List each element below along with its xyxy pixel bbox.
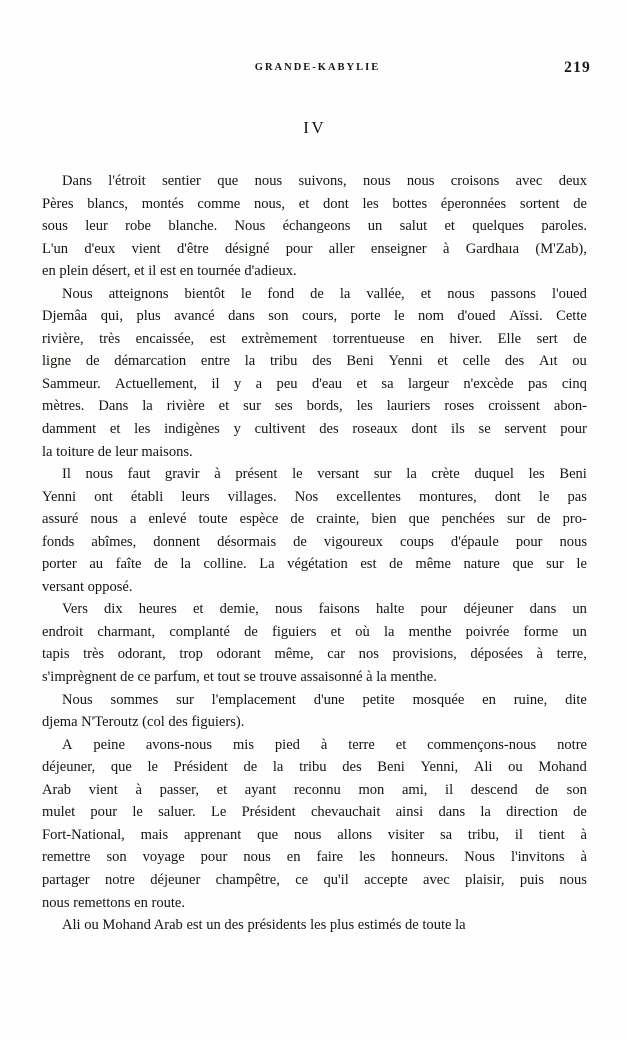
- text-line: Nous atteignons bientôt le fond de la vallée, et nous passons l'oued: [62, 285, 587, 302]
- text-line: rivière, très encaissée, est extrèmement torrentueuse en hiver. Elle sert de: [42, 330, 587, 347]
- text-line: L'un d'eux vient d'être désigné pour aller enseigner à Gardhaıa (M'Zab),: [42, 240, 587, 257]
- page-number: 219: [564, 59, 591, 76]
- text-line: assuré nous a enlevé toute espèce de crainte, bien que penchées sur de pro-: [42, 511, 587, 528]
- text-line: mulet pour le saluer. Le Président chevauchait ainsi dans la direction de: [42, 804, 587, 821]
- text-line: partager notre déjeuner champêtre, ce qu'il accepte avec plaisir, puis nous: [42, 871, 587, 888]
- text-line: Dans l'étroit sentier que nous suivons, nous nous croisons avec deux: [62, 173, 587, 189]
- running-head: [42, 59, 591, 82]
- paragraph: [42, 283, 587, 463]
- text-line: damment et les indigènes y cultivent des roseaux dont ils se servent pour: [42, 421, 587, 438]
- text-line: tapis très odorant, trop odorant même, car nos provisions, déposées à terre,: [42, 646, 587, 663]
- text-line: porter au faîte de la colline. La végétation est de même nature que sur le: [42, 556, 587, 573]
- section-numeral: IV: [303, 118, 327, 137]
- paragraph: [42, 170, 587, 283]
- text-line: sous leur robe blanche. Nous échangeons un salut et quelques paroles.: [42, 218, 587, 235]
- text-line: Fort-National, mais apprenant que nous allons visiter sa tribu, il tient à: [42, 826, 587, 843]
- text-line: remettre son voyage pour nous en faire les honneurs. Nous l'invitons à: [42, 849, 587, 866]
- text-line: Nous sommes sur l'emplacement d'une petite mosquée en ruine, dite: [62, 691, 587, 708]
- paragraph: [42, 734, 587, 914]
- text-line: versant opposé.: [42, 578, 133, 595]
- text-line: endroit charmant, complanté de figuiers et où la menthe poivrée forme un: [42, 623, 587, 640]
- text-line: en plein désert, et il est en tournée d'adieux.: [42, 263, 297, 280]
- paragraph: [42, 914, 587, 937]
- text-line: Ali ou Mohand Arab est un des présidents les plus estimés de toute la: [62, 917, 466, 934]
- paragraph: [42, 598, 587, 688]
- text-line: fonds abîmes, donnent désormais de vigoureux coups d'épaule pour nous: [42, 533, 587, 550]
- text-line: Pères blancs, montés comme nous, et dont les bottes éperonnées sortent de: [42, 195, 587, 212]
- text-line: djema N'Teroutz (col des figuiers).: [42, 714, 245, 731]
- text-line: Arab vient à passer, et ayant reconnu mon ami, il descend de son: [42, 781, 587, 798]
- text-line: Sammeur. Actuellement, il y a peu d'eau et sa largeur n'excède pas cinq: [42, 375, 587, 392]
- text-line: nous remettons en route.: [42, 894, 186, 911]
- text-line: s'imprègnent de ce parfum, et tout se trouve assaisonné à la menthe.: [42, 669, 437, 686]
- text-line: ligne de démarcation entre la tribu des Beni Yenni et celle des Aıt ou: [42, 353, 587, 370]
- paragraph: [42, 463, 587, 598]
- text-line: mètres. Dans la rivière et sur ses bords, les lauriers roses croissent abon-: [42, 398, 587, 415]
- running-head-title: GRANDE-KABYLIE: [254, 62, 381, 73]
- text-line: la toiture de leur maisons.: [42, 443, 193, 460]
- text-line: déjeuner, que le Président de la tribu des Beni Yenni, Ali ou Mohand: [42, 759, 587, 776]
- paragraph: [42, 689, 587, 734]
- text-line: Vers dix heures et demie, nous faisons halte pour déjeuner dans un: [62, 601, 587, 618]
- text-line: Yenni ont établi leurs villages. Nos excellentes montures, dont le pas: [42, 488, 587, 505]
- text-line: Il nous faut gravir à présent le versant sur la crète duquel les Beni: [62, 466, 587, 483]
- body-text: [42, 170, 587, 937]
- text-line: A peine avons-nous mis pied à terre et commençons-nous notre: [62, 736, 587, 753]
- text-line: Djemâa qui, plus avancé dans son cours, porte le nom d'oued Aïssi. Cette: [42, 308, 587, 325]
